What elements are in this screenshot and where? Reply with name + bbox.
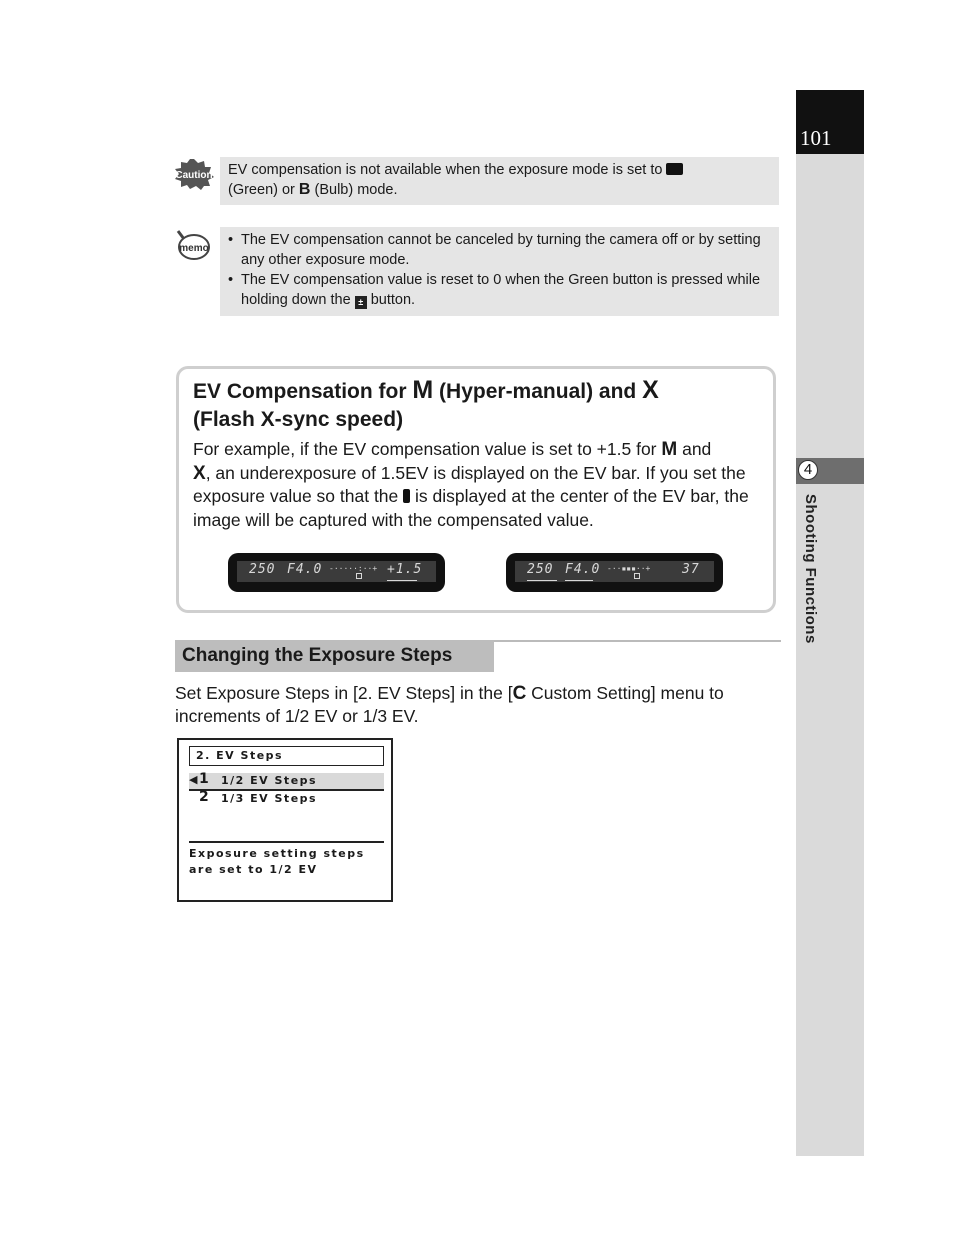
green-mode-icon: [666, 163, 683, 175]
lcd-ev-scale: -·····:··+: [329, 564, 378, 573]
ev-icon: [356, 573, 362, 579]
body-text: and: [682, 439, 712, 459]
memo-bullet-text: The EV compensation cannot be canceled by turning the camera off or by setting any other exposure mode.: [241, 232, 761, 268]
memo-icon: [175, 229, 211, 261]
title-text: (Hyper-manual) and: [439, 380, 637, 403]
menu-divider: [189, 841, 384, 843]
section-rule: [494, 640, 781, 642]
menu-description-line: are set to 1/2 EV: [189, 863, 318, 876]
flash-sync-glyph: X: [642, 376, 659, 404]
bulb-mode-glyph: B: [298, 181, 311, 198]
page-number: 101: [800, 126, 832, 150]
lcd-aperture: F4.0: [287, 562, 323, 577]
ev-compensation-button-icon: ±: [355, 296, 367, 309]
body-text: Set Exposure Steps in [2. EV Steps] in the [: [175, 683, 513, 703]
memo-bullet-text-end: button.: [370, 292, 416, 308]
caution-text-3: (Bulb) mode.: [314, 182, 398, 198]
menu-item-half-ev[interactable]: [189, 773, 384, 791]
chapter-title: Shooting Functions: [802, 494, 819, 644]
ev-section-body: [193, 438, 765, 532]
lcd-ev-scale: -··▪▪▪··+: [607, 564, 651, 573]
memo-note: [220, 227, 779, 316]
menu-item-number: 1: [199, 771, 211, 787]
camera-menu-screen: [177, 738, 393, 902]
lcd-shutter: 250: [527, 562, 554, 577]
title-text: EV Compensation for: [193, 380, 407, 403]
selection-arrow-icon: ◀: [189, 773, 199, 786]
lcd-underline: [527, 580, 557, 581]
menu-item-label: 1/3 EV Steps: [221, 792, 318, 805]
caution-note: [220, 157, 779, 205]
section-body: [175, 682, 775, 728]
ev-bar-indicator-icon: [403, 489, 410, 503]
menu-item-number: 2: [199, 789, 211, 805]
svg-text:Caution: Caution: [175, 170, 213, 181]
lcd-value: +1.5: [387, 562, 423, 577]
caution-text-1: EV compensation is not available when the exposure mode is set to: [228, 162, 663, 178]
lcd-value: 37: [682, 562, 700, 577]
body-text: , an underexposure of 1.5EV is displayed on the EV bar. If you set the exposure value so that the: [193, 462, 746, 506]
menu-description-line: Exposure setting steps: [189, 847, 365, 860]
memo-bullet: • The EV compensation cannot be canceled by turning the camera off or by setting any other exposure mode.: [228, 230, 771, 270]
title-text: (Flash X-sync speed): [193, 408, 404, 431]
hyper-manual-glyph: M: [661, 439, 678, 460]
menu-tab-line: [189, 765, 384, 766]
body-text: For example, if the EV compensation value is set to +1.5 for: [193, 439, 657, 459]
lcd-underline: [387, 580, 417, 581]
lcd-aperture: F4.0: [565, 562, 601, 577]
caution-text-2: (Green) or: [228, 182, 295, 198]
ev-icon: [634, 573, 640, 579]
hyper-manual-glyph: M: [412, 376, 434, 404]
menu-item-third-ev[interactable]: [189, 791, 384, 807]
memo-bullet: • The EV compensation value is reset to 0 when the Green button is pressed while holding down the ± button.: [228, 272, 761, 308]
svg-text:memo: memo: [179, 243, 209, 254]
menu-item-label: 1/2 EV Steps: [221, 774, 318, 787]
caution-icon: [173, 158, 215, 190]
custom-setting-glyph: C: [512, 683, 527, 704]
ev-section-title: [193, 376, 733, 434]
flash-sync-glyph: X: [193, 462, 206, 484]
memo-bullet-text: The EV compensation value is reset to 0 when the Green button is pressed while holding down the: [241, 272, 761, 308]
chapter-number: 4: [798, 460, 818, 480]
menu-description: [189, 846, 384, 878]
menu-tab-title: 2. EV Steps: [189, 746, 384, 766]
lcd-underline: [565, 580, 593, 581]
lcd-panel-right: [506, 553, 723, 592]
body-text: Custom Setting] menu to increments of 1/2 EV or 1/3 EV.: [175, 683, 724, 726]
lcd-panel-left: [228, 553, 445, 592]
lcd-shutter: 250: [249, 562, 276, 577]
body-text: is displayed at the center of the EV bar, the image will be captured with the compensated value.: [193, 486, 749, 530]
section-heading: Changing the Exposure Steps: [175, 640, 494, 672]
